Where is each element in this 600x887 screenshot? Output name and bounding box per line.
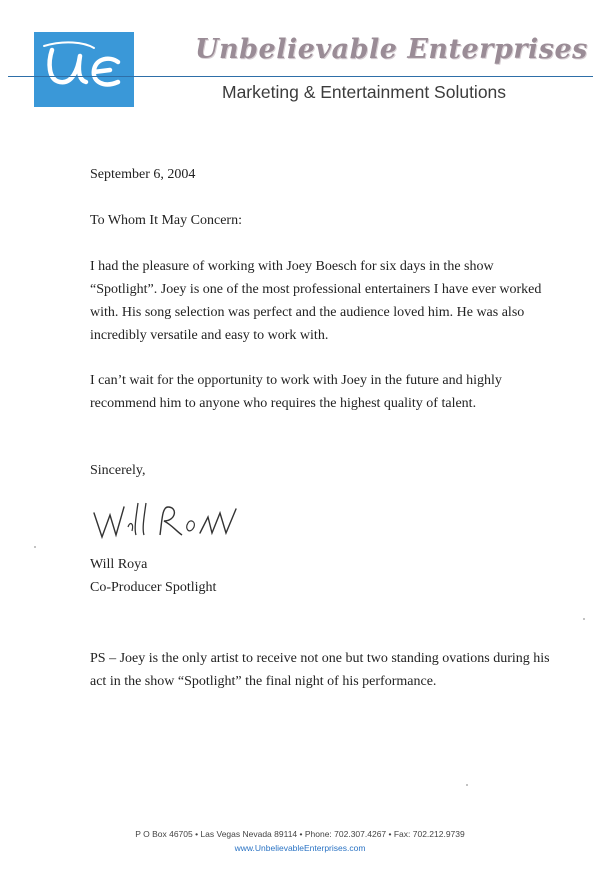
scan-speck [583, 618, 585, 620]
letter-paragraph-2 [90, 369, 560, 415]
letter-postscript [90, 647, 560, 693]
ue-monogram-icon [34, 32, 134, 107]
header-divider [8, 76, 593, 77]
letter-paragraph-1 [90, 255, 560, 347]
signer-block [90, 553, 560, 599]
letter-date: September 6, 2004 [90, 167, 196, 182]
signature-icon [90, 493, 250, 543]
letter-closing: Sincerely, [90, 463, 146, 478]
company-tagline: Marketing & Entertainment Solutions [222, 82, 507, 102]
letter-greeting: To Whom It May Concern: [90, 213, 242, 228]
paragraph-text: I had the pleasure of working with Joey Boesch for six days in the show “Spotlight”. Joey is one of the most professional entertainers I have ever worked with. His song selection was perfect and the audience loved him. He was also incredibly versatile and easy to work with. [90, 259, 542, 343]
company-logo [34, 32, 134, 107]
company-name: Unbelievable Enterprises [195, 34, 588, 65]
footer-address: P O Box 46705 • Las Vegas Nevada 89114 • Phone: 702.307.4267 • Fax: 702.212.9739 [135, 829, 465, 839]
footer-website-link[interactable]: www.UnbelievableEnterprises.com [234, 843, 366, 853]
signer-title: Co-Producer Spotlight [90, 580, 217, 595]
postscript-text: PS – Joey is the only artist to receive not one but two standing ovations during his act in the show “Spotlight” the final night of his performance. [90, 651, 550, 689]
signer-name: Will Roya [90, 557, 148, 572]
paragraph-text: I can’t wait for the opportunity to work with Joey in the future and highly recommend him to anyone who requires the highest quality of talent. [90, 373, 502, 411]
scan-speck [34, 546, 36, 548]
scan-speck [466, 784, 468, 786]
handwritten-signature [90, 493, 250, 548]
